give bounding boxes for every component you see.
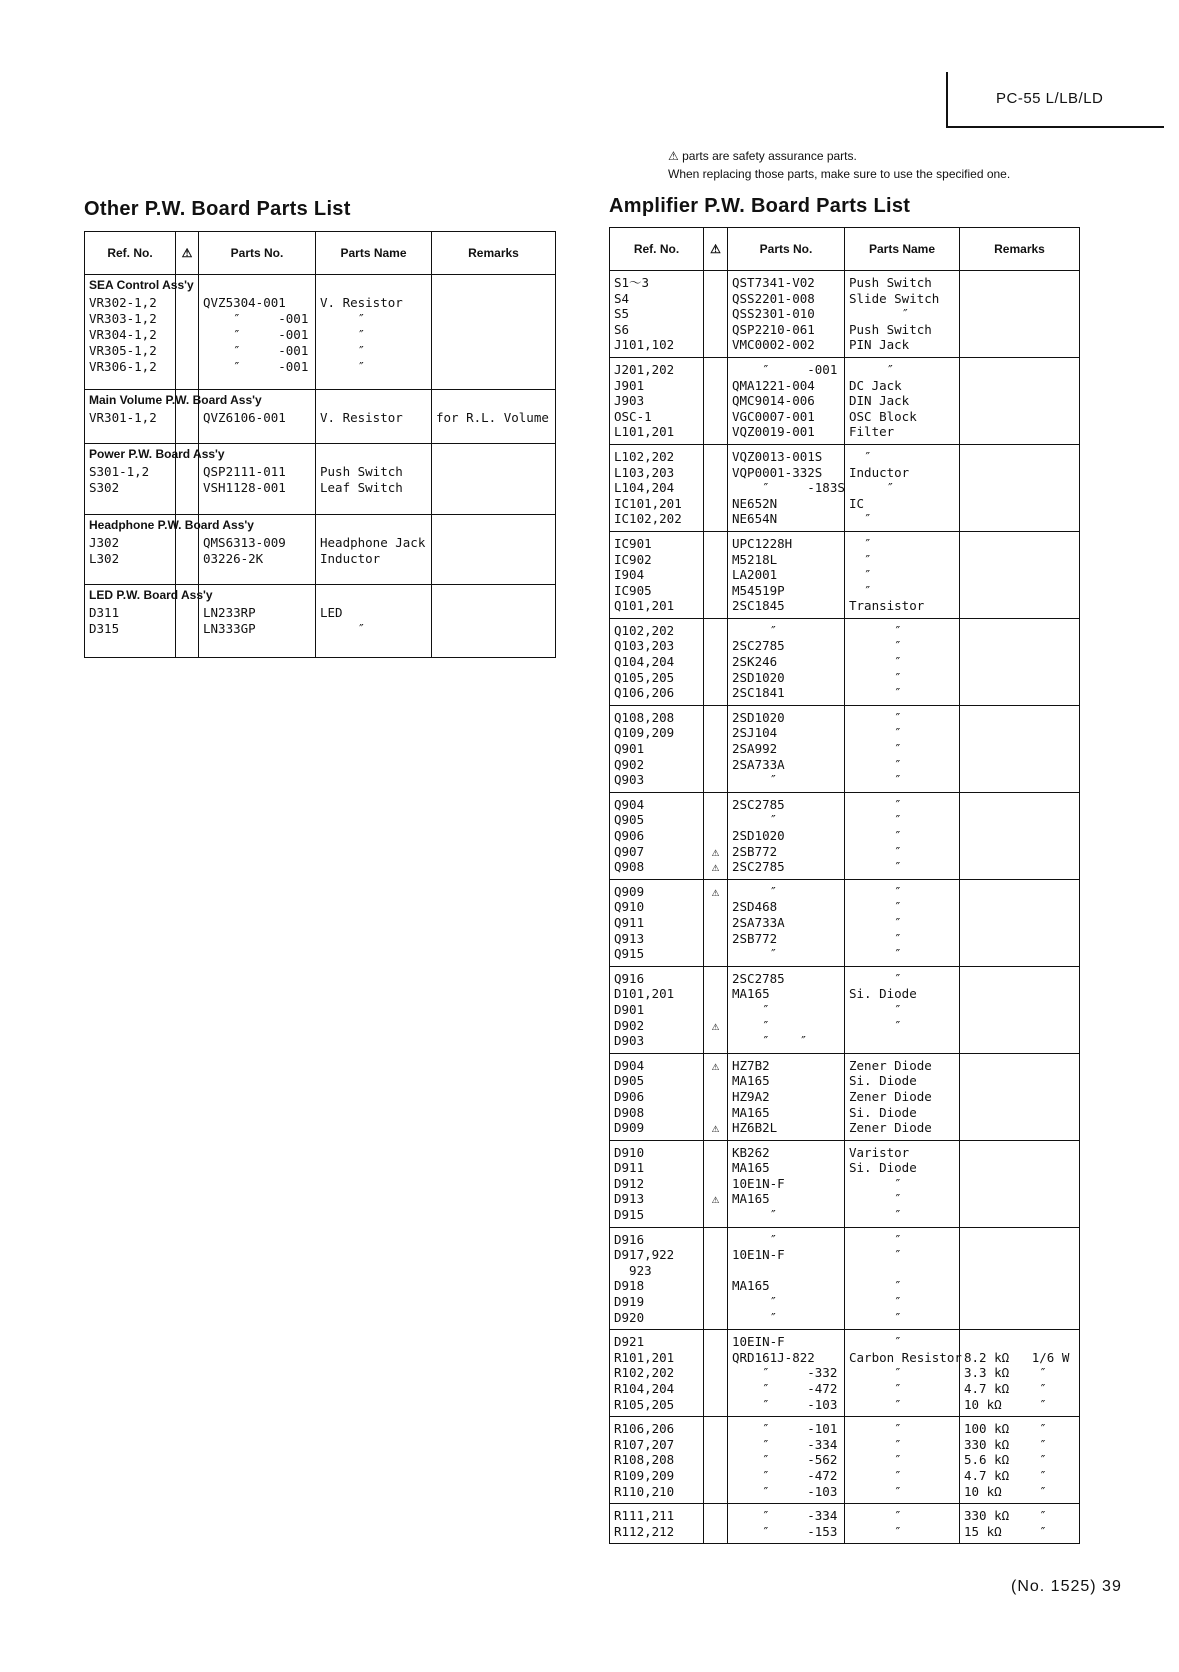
remarks-cell: 330 kΩ ″ 15 kΩ ″ <box>960 1504 1080 1544</box>
table-row <box>610 271 1080 358</box>
parts-name-cell: ″ ″ ″ ″ ″ <box>845 1417 960 1504</box>
remarks-cell <box>960 879 1080 966</box>
header-remarks: Remarks <box>432 232 556 275</box>
safety-mark-cell <box>176 293 199 389</box>
ref-no-cell: IC901 IC902 I904 IC905 Q101,201 <box>610 531 704 618</box>
parts-no-cell: ″ -101 ″ -334 ″ -562 ″ -472 ″ -103 <box>728 1417 845 1504</box>
table-row <box>610 1053 1080 1140</box>
safety-mark-cell: ⚠ ⚠ <box>704 1053 728 1140</box>
ref-no-cell: Q916 D101,201 D901 D902 D903 <box>610 966 704 1053</box>
safety-mark-cell: ⚠ ⚠ <box>704 792 728 879</box>
parts-name-cell: Headphone Jack Inductor <box>316 533 432 585</box>
group-name: Power P.W. Board Ass'y <box>85 444 176 463</box>
parts-no-cell: UPC1228H M5218L LA2001 M54519P 2SC1845 <box>728 531 845 618</box>
remarks-cell <box>960 531 1080 618</box>
safety-mark-cell <box>176 533 199 585</box>
ref-no-cell: S1～3 S4 S5 S6 J101,102 <box>610 271 704 358</box>
safety-mark-cell <box>176 408 199 444</box>
safety-mark-cell <box>176 462 199 514</box>
ref-no-cell: R106,206 R107,207 R108,208 R109,209 R110,210 <box>610 1417 704 1504</box>
parts-no-cell: ″ 2SD468 2SA733A 2SB772 ″ <box>728 879 845 966</box>
ref-no-cell: VR302-1,2 VR303-1,2 VR304-1,2 VR305-1,2 VR306-1,2 <box>85 293 176 389</box>
header-parts-name: Parts Name <box>316 232 432 275</box>
parts-no-cell: ″ -334 ″ -153 <box>728 1504 845 1544</box>
header-parts-no: Parts No. <box>199 232 316 275</box>
safety-mark-cell <box>704 444 728 531</box>
parts-name-cell: ″ DC Jack DIN Jack OSC Block Filter <box>845 357 960 444</box>
table-row <box>85 533 556 585</box>
remarks-cell <box>960 1053 1080 1140</box>
parts-name-cell: V. Resistor <box>316 408 432 444</box>
safety-mark-cell <box>704 1227 728 1330</box>
group-name: Main Volume P.W. Board Ass'y <box>85 389 176 408</box>
ref-no-cell: D904 D905 D906 D908 D909 <box>610 1053 704 1140</box>
table-row <box>610 1504 1080 1544</box>
remarks-cell <box>960 1227 1080 1330</box>
table-row <box>610 531 1080 618</box>
other-parts-table <box>84 231 556 658</box>
table-row <box>85 408 556 444</box>
remarks-cell <box>960 618 1080 705</box>
remarks-cell <box>960 1140 1080 1227</box>
table-row <box>610 1227 1080 1330</box>
header-parts-no: Parts No. <box>728 228 845 271</box>
group-header-spacer <box>432 275 556 294</box>
parts-no-cell: LN233RP LN333GP <box>199 603 316 657</box>
ref-no-cell: J201,202 J901 J903 OSC-1 L101,201 <box>610 357 704 444</box>
remarks-cell <box>960 792 1080 879</box>
parts-no-cell: KB262 MA165 10E1N-F MA165 ″ <box>728 1140 845 1227</box>
table-row <box>610 966 1080 1053</box>
ref-no-cell: L102,202 L103,203 L104,204 IC101,201 IC102,202 <box>610 444 704 531</box>
ref-no-cell: D921 R101,201 R102,202 R104,204 R105,205 <box>610 1330 704 1417</box>
remarks-cell: 100 kΩ ″ 330 kΩ ″ 5.6 kΩ ″ 4.7 kΩ ″ 10 kΩ ″ <box>960 1417 1080 1504</box>
ref-no-cell: D916 D917,922 923 D918 D919 D920 <box>610 1227 704 1330</box>
parts-name-cell: ″ Carbon Resistor ″ ″ ″ <box>845 1330 960 1417</box>
safety-mark-cell <box>176 603 199 657</box>
table-row <box>610 444 1080 531</box>
table-row <box>610 357 1080 444</box>
group-header-spacer <box>316 585 432 604</box>
safety-notice-line2: When replacing those parts, make sure to use the specified one. <box>668 167 1011 181</box>
table-row <box>85 293 556 389</box>
page-number: (No. 1525) 39 <box>1011 1578 1122 1595</box>
parts-no-cell: ″ 2SC2785 2SK246 2SD1020 2SC1841 <box>728 618 845 705</box>
remarks-cell <box>960 357 1080 444</box>
parts-no-cell: QMS6313-009 03226-2K <box>199 533 316 585</box>
group-header-spacer <box>199 275 316 294</box>
other-board-title: Other P.W. Board Parts List <box>84 198 351 220</box>
safety-mark-cell <box>704 1417 728 1504</box>
group-header-row <box>85 389 556 408</box>
parts-name-cell: V. Resistor ″ ″ ″ ″ <box>316 293 432 389</box>
safety-mark-cell <box>704 531 728 618</box>
parts-no-cell: QVZ5304-001 ″ -001 ″ -001 ″ -001 ″ -001 <box>199 293 316 389</box>
parts-name-cell: Push Switch Leaf Switch <box>316 462 432 514</box>
remarks-cell: for R.L. Volume <box>432 408 556 444</box>
group-header-spacer <box>316 444 432 463</box>
group-header-spacer <box>432 514 556 533</box>
safety-notice <box>668 147 1010 183</box>
table-row <box>610 1140 1080 1227</box>
ref-no-cell: VR301-1,2 <box>85 408 176 444</box>
header-parts-name: Parts Name <box>845 228 960 271</box>
header-divider-horizontal <box>946 126 1164 128</box>
group-header-row <box>85 514 556 533</box>
parts-name-cell: ″ Si. Diode ″ ″ <box>845 966 960 1053</box>
safety-mark-cell <box>704 618 728 705</box>
parts-name-cell: ″ ″ ″ ″ ″ <box>845 792 960 879</box>
parts-name-cell: ″ ″ <box>845 1504 960 1544</box>
ref-no-cell: J302 L302 <box>85 533 176 585</box>
parts-name-cell: ″ ″ ″ ″ Transistor <box>845 531 960 618</box>
safety-mark-cell <box>704 357 728 444</box>
ref-no-cell: Q909 Q910 Q911 Q913 Q915 <box>610 879 704 966</box>
ref-no-cell: S301-1,2 S302 <box>85 462 176 514</box>
parts-name-cell: ″ ″ ″ ″ ″ <box>845 705 960 792</box>
parts-name-cell: ″ ″ ″ ″ ″ <box>845 618 960 705</box>
remarks-cell <box>960 271 1080 358</box>
parts-no-cell: HZ7B2 MA165 HZ9A2 MA165 HZ6B2L <box>728 1053 845 1140</box>
ref-no-cell: Q904 Q905 Q906 Q907 Q908 <box>610 792 704 879</box>
header-remarks: Remarks <box>960 228 1080 271</box>
group-name: SEA Control Ass'y <box>85 275 176 294</box>
group-header-spacer <box>316 389 432 408</box>
safety-mark-cell <box>704 271 728 358</box>
group-header-spacer <box>432 444 556 463</box>
table-row <box>610 1330 1080 1417</box>
group-header-spacer <box>316 514 432 533</box>
parts-name-cell: Push Switch Slide Switch ″ Push Switch PIN Jack <box>845 271 960 358</box>
safety-mark-cell: ⚠ <box>704 966 728 1053</box>
parts-no-cell: QST7341-V02 QSS2201-008 QSS2301-010 QSP2210-061 VMC0002-002 <box>728 271 845 358</box>
parts-no-cell: 2SC2785 MA165 ″ ″ ″ ″ <box>728 966 845 1053</box>
safety-notice-line1: ⚠ parts are safety assurance parts. <box>668 149 857 163</box>
group-header-row <box>85 444 556 463</box>
warning-icon: ⚠ <box>176 232 199 275</box>
group-header-spacer <box>316 275 432 294</box>
ref-no-cell: D311 D315 <box>85 603 176 657</box>
parts-name-cell: Varistor Si. Diode ″ ″ ″ <box>845 1140 960 1227</box>
header-ref-no: Ref. No. <box>85 232 176 275</box>
table-row <box>610 792 1080 879</box>
group-header-spacer <box>199 585 316 604</box>
group-header-spacer <box>432 585 556 604</box>
table-row <box>610 879 1080 966</box>
parts-name-cell: ″ ″ ″ ″ ″ <box>845 1227 960 1330</box>
table-row <box>85 462 556 514</box>
safety-mark-cell: ⚠ <box>704 879 728 966</box>
parts-name-cell: Zener Diode Si. Diode Zener Diode Si. Diode Zener Diode <box>845 1053 960 1140</box>
safety-mark-cell <box>704 1330 728 1417</box>
table-header-row <box>610 228 1080 271</box>
group-name: Headphone P.W. Board Ass'y <box>85 514 176 533</box>
parts-no-cell: 10EIN-F QRD161J-822 ″ -332 ″ -472 ″ -103 <box>728 1330 845 1417</box>
group-header-row <box>85 585 556 604</box>
parts-no-cell: ″ 10E1N-F MA165 ″ ″ <box>728 1227 845 1330</box>
parts-name-cell: LED ″ <box>316 603 432 657</box>
parts-no-cell: QSP2111-011 VSH1128-001 <box>199 462 316 514</box>
header-ref-no: Ref. No. <box>610 228 704 271</box>
remarks-cell: 8.2 kΩ 1/6 W 3.3 kΩ ″ 4.7 kΩ ″ 10 kΩ ″ <box>960 1330 1080 1417</box>
remarks-cell <box>432 462 556 514</box>
model-number: PC-55 L/LB/LD <box>996 90 1104 107</box>
remarks-cell <box>960 705 1080 792</box>
group-header-spacer <box>432 389 556 408</box>
remarks-cell <box>960 966 1080 1053</box>
parts-no-cell: VQZ0013-001S VQP0001-332S ″ -183S NE652N NE654N <box>728 444 845 531</box>
table-row <box>610 618 1080 705</box>
table-row <box>85 603 556 657</box>
parts-no-cell: ″ -001 QMA1221-004 QMC9014-006 VGC0007-001 VQZ0019-001 <box>728 357 845 444</box>
amplifier-parts-table <box>609 227 1080 1544</box>
parts-name-cell: ″ ″ ″ ″ ″ <box>845 879 960 966</box>
remarks-cell <box>432 603 556 657</box>
ref-no-cell: D910 D911 D912 D913 D915 <box>610 1140 704 1227</box>
remarks-cell <box>432 533 556 585</box>
safety-mark-cell: ⚠ <box>704 1140 728 1227</box>
parts-no-cell: 2SD1020 2SJ104 2SA992 2SA733A ″ <box>728 705 845 792</box>
safety-mark-cell <box>704 705 728 792</box>
amplifier-board-title: Amplifier P.W. Board Parts List <box>609 195 911 217</box>
header-divider-vertical <box>946 72 948 128</box>
ref-no-cell: R111,211 R112,212 <box>610 1504 704 1544</box>
remarks-cell <box>960 444 1080 531</box>
table-header-row <box>85 232 556 275</box>
table-row <box>610 1417 1080 1504</box>
ref-no-cell: Q102,202 Q103,203 Q104,204 Q105,205 Q106,206 <box>610 618 704 705</box>
remarks-cell <box>432 293 556 389</box>
ref-no-cell: Q108,208 Q109,209 Q901 Q902 Q903 <box>610 705 704 792</box>
parts-no-cell: QVZ6106-001 <box>199 408 316 444</box>
warning-icon: ⚠ <box>704 228 728 271</box>
group-header-row <box>85 275 556 294</box>
group-name: LED P.W. Board Ass'y <box>85 585 176 604</box>
parts-name-cell: ″ Inductor ″ IC ″ <box>845 444 960 531</box>
table-row <box>610 705 1080 792</box>
safety-mark-cell <box>704 1504 728 1544</box>
parts-no-cell: 2SC2785 ″ 2SD1020 2SB772 2SC2785 <box>728 792 845 879</box>
